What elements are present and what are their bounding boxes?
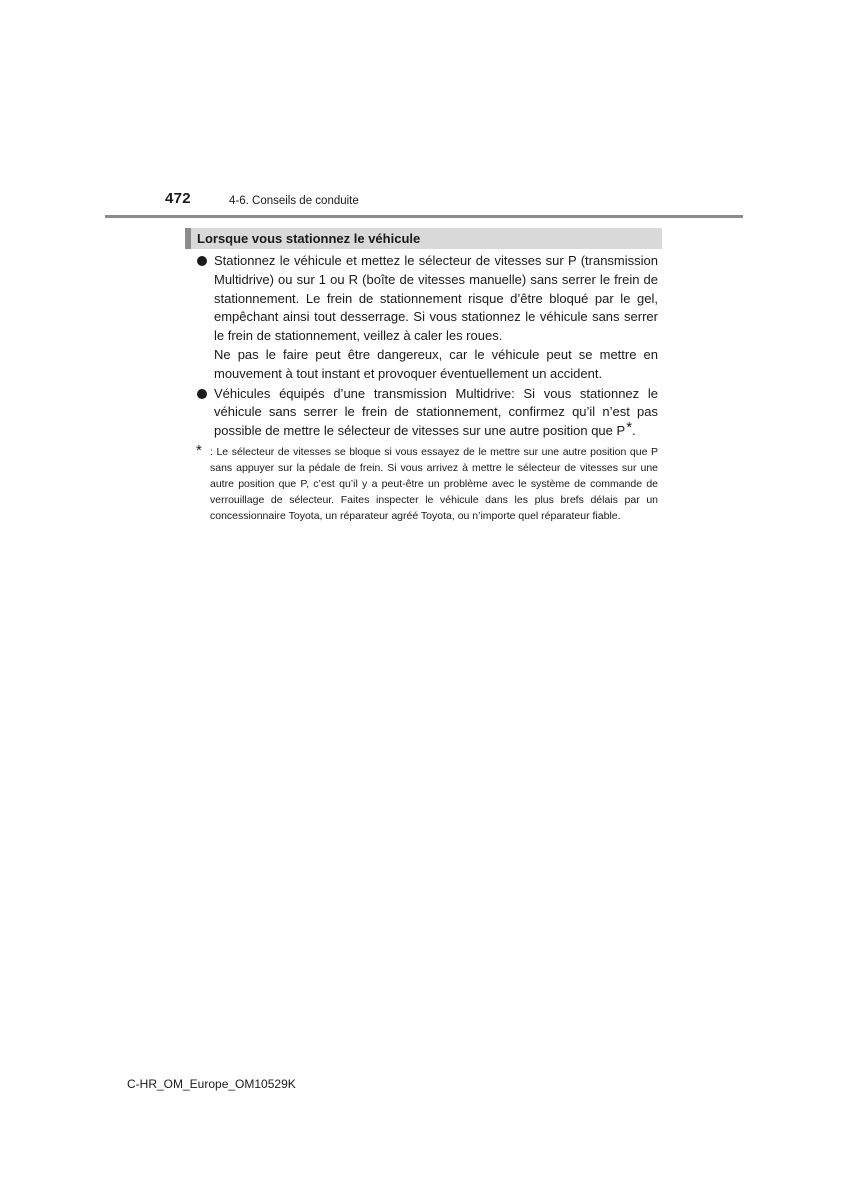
bullet-item	[196, 385, 658, 441]
bullet-item	[196, 252, 658, 384]
header-rule	[105, 215, 743, 218]
bullet-dot-icon	[197, 389, 207, 399]
footnote-marker: *	[196, 442, 202, 459]
bullet-paragraph: Stationnez le véhicule et mettez le sélecteur de vitesses sur P (transmission Multidrive) ou sur 1 ou R (boîte de vitesses manuelle) sans serrer le frein de stationnement. Le frein de stationnement risque d’être bloqué par le gel, empêchant ainsi tout desserrage. Si vous stationnez le véhicule sans serrer le frein de stationnement, veillez à caler les roues.	[214, 253, 658, 344]
bullet-end: .	[632, 423, 636, 439]
topic-title: Lorsque vous stationnez le véhicule	[197, 231, 421, 246]
footnote-text: : Le sélecteur de vitesses se bloque si vous essayez de le mettre sur une autre position que P sans appuyer sur la pédale de frein. Si vous arrivez à mettre le sélecteur de vitesses sur une autre position que P, c’est qu’il y a peut-être un problème avec le système de commande de verrouillage de sélecteur. Faites inspecter le véhicule dans les plus brefs délais par un concessionnaire Toyota, un réparateur agréé Toyota, ou n’importe quel réparateur fiable.	[210, 446, 658, 522]
bullet-paragraph	[214, 385, 658, 441]
bullet-list	[196, 252, 658, 442]
topic-bar	[185, 228, 662, 249]
section-label: 4-6. Conseils de conduite	[229, 195, 359, 207]
footnote-ref: *	[626, 419, 633, 437]
document-code: C-HR_OM_Europe_OM10529K	[127, 1077, 296, 1091]
page-number: 472	[165, 190, 191, 207]
bullet-dot-icon	[197, 256, 207, 266]
bullet-paragraph: Ne pas le faire peut être dangereux, car le véhicule peut se mettre en mouvement à tout instant et provoquer éventuellement un accident.	[214, 346, 658, 381]
footnote	[196, 444, 658, 524]
bullet-text: Véhicules équipés d’une transmission Multidrive: Si vous stationnez le véhicule sans serrer le frein de stationnement, confirmez qu’il n’est pas possible de mettre le sélecteur de vitesses sur une autre position que P	[214, 385, 658, 439]
